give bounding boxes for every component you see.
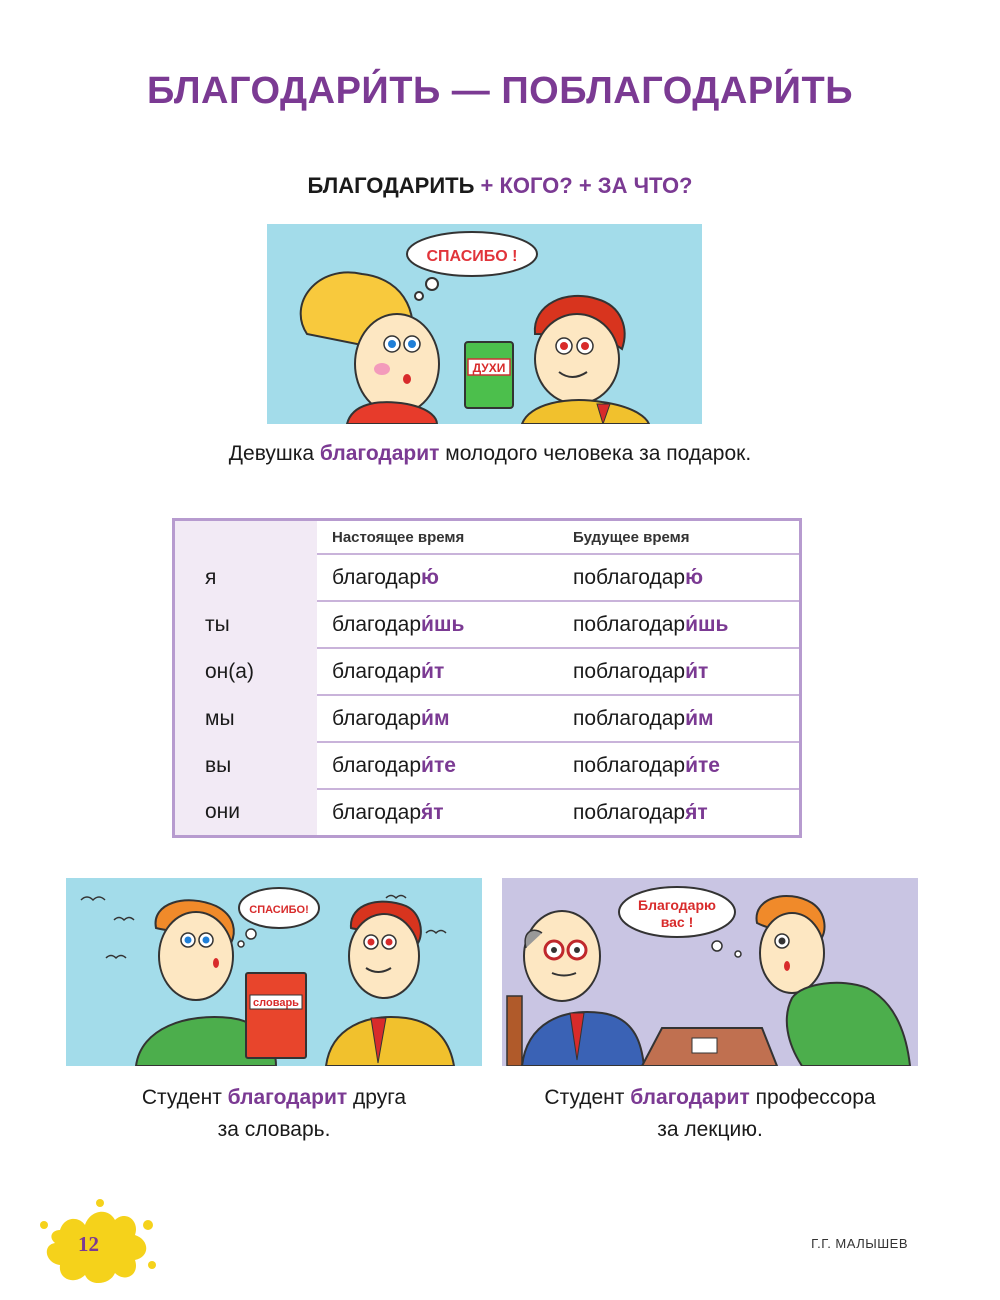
- present-ending: и́те: [421, 753, 456, 777]
- page-number: 12: [78, 1232, 99, 1256]
- pronoun-cell: ты: [174, 601, 318, 648]
- future-ending: и́те: [685, 753, 720, 777]
- future-form-cell: [558, 789, 801, 837]
- pronoun-cell: он(а): [174, 648, 318, 695]
- book-label: словарь: [253, 997, 299, 1009]
- speech-bubble-text-line2: вас !: [660, 914, 694, 930]
- speech-bubble-text: СПАСИБО!: [249, 904, 309, 916]
- future-stem: поблагодар: [573, 753, 686, 777]
- present-form-cell: [317, 554, 558, 601]
- caption2-after: друга: [347, 1086, 407, 1109]
- header-future-tense: Будущее время: [573, 528, 690, 546]
- caption2-line2: за словарь.: [217, 1118, 331, 1141]
- caption-student-friend: [66, 1082, 482, 1146]
- future-form-cell: [558, 742, 801, 789]
- future-stem: поблагодар: [573, 612, 686, 636]
- future-ending: ю́: [685, 565, 704, 589]
- usage-questions: + КОГО? + ЗА ЧТО?: [474, 173, 693, 198]
- present-stem: благодар: [332, 706, 422, 730]
- author-name: Г.Г. МАЛЫШЕВ: [811, 1236, 908, 1251]
- present-form-cell: [317, 695, 558, 742]
- future-form-cell: [558, 695, 801, 742]
- caption3-verb: благодарит: [630, 1086, 750, 1109]
- verb-usage-pattern: [0, 173, 1000, 199]
- pronoun-cell: я: [174, 554, 318, 601]
- future-form-cell: [558, 601, 801, 648]
- present-form-cell: [317, 742, 558, 789]
- future-stem: поблагодар: [573, 800, 686, 824]
- present-ending: и́т: [421, 659, 445, 683]
- table-header-empty: [174, 520, 318, 555]
- pronoun-cell: мы: [174, 695, 318, 742]
- caption1-after: молодого человека за подарок.: [439, 442, 752, 465]
- gift-box-label: ДУХИ: [472, 361, 506, 375]
- caption1-verb: благодарит: [319, 442, 440, 465]
- present-form-cell: [317, 789, 558, 837]
- pronoun-cell: вы: [174, 742, 318, 789]
- future-ending: и́т: [685, 659, 709, 683]
- present-ending: и́шь: [421, 612, 465, 636]
- future-stem: поблагодар: [573, 565, 686, 589]
- caption2-verb: благодарит: [227, 1086, 348, 1109]
- caption2-before: Студент: [141, 1086, 228, 1109]
- caption-girl-thanks: [0, 438, 980, 470]
- present-form-cell: [317, 601, 558, 648]
- usage-verb: БЛАГОДАРИТЬ: [307, 173, 475, 198]
- table-row: [174, 554, 801, 601]
- future-form-cell: [558, 554, 801, 601]
- table-header-row: [174, 520, 801, 555]
- table-row: [174, 742, 801, 789]
- present-form-cell: [317, 648, 558, 695]
- caption3-after: профессора: [749, 1086, 876, 1109]
- conjugation-table: [172, 518, 802, 838]
- illustration-student-thanks-professor: [502, 878, 918, 1066]
- present-stem: благодар: [332, 565, 422, 589]
- table-row: [174, 601, 801, 648]
- present-stem: благодар: [332, 659, 422, 683]
- table-row: [174, 648, 801, 695]
- present-stem: благодар: [332, 800, 422, 824]
- page-title: БЛАГОДАРИ́ТЬ — ПОБЛАГОДАРИ́ТЬ: [146, 70, 854, 112]
- future-ending: и́шь: [685, 612, 729, 636]
- speech-bubble-text-line1: Благодарю: [638, 897, 716, 913]
- present-ending: я́т: [421, 800, 444, 824]
- speech-bubble-text: СПАСИБО !: [426, 248, 518, 265]
- table-row: [174, 695, 801, 742]
- caption-student-professor: [502, 1082, 918, 1146]
- caption3-line2: за лекцию.: [657, 1118, 763, 1141]
- illustration-student-thanks-friend: [66, 878, 482, 1066]
- future-stem: поблагодар: [573, 706, 686, 730]
- future-stem: поблагодар: [573, 659, 686, 683]
- present-stem: благодар: [332, 612, 422, 636]
- present-stem: благодар: [332, 753, 422, 777]
- table-row: [174, 789, 801, 837]
- present-ending: ю́: [421, 565, 439, 589]
- pronoun-cell: они: [174, 789, 318, 837]
- header-present-tense: Настоящее время: [332, 528, 465, 546]
- present-ending: и́м: [421, 706, 450, 730]
- caption3-before: Студент: [544, 1086, 631, 1109]
- future-ending: и́м: [685, 706, 714, 730]
- illustration-girl-thanks-boy: [267, 224, 702, 424]
- future-form-cell: [558, 648, 801, 695]
- caption1-before: Девушка: [228, 442, 320, 465]
- future-ending: я́т: [685, 800, 708, 824]
